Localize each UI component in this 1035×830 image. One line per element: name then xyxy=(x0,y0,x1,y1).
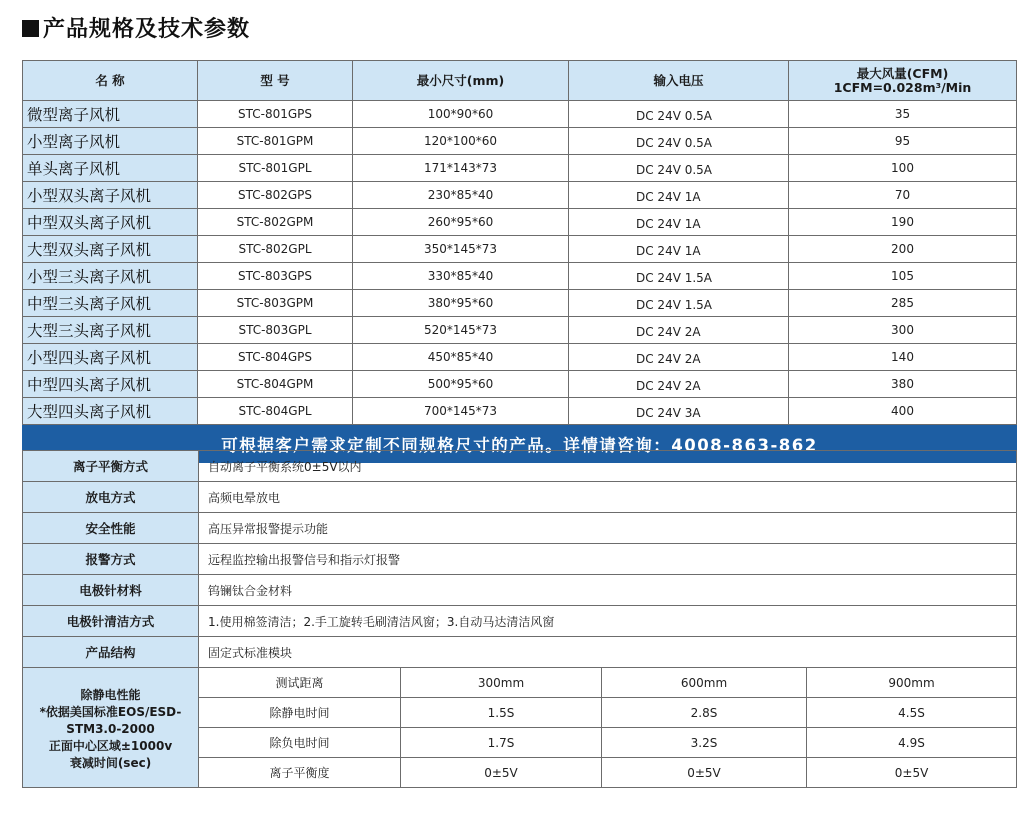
spec-row xyxy=(23,482,1017,513)
header-airflow xyxy=(789,61,1017,101)
product-model: STC-801GPM xyxy=(198,128,353,155)
spec-label: 产品结构 xyxy=(23,637,199,668)
product-name: 大型双头离子风机 xyxy=(23,236,198,263)
performance-value: 1.7S xyxy=(401,728,602,758)
product-voltage: DC 24V 0.5A xyxy=(569,128,789,155)
product-model: STC-804GPS xyxy=(198,344,353,371)
product-name: 微型离子风机 xyxy=(23,101,198,128)
performance-value: 900mm xyxy=(807,668,1017,698)
header-voltage: 输入电压 xyxy=(569,61,789,101)
spec-value: 高压异常报警提示功能 xyxy=(199,513,1017,544)
product-size: 350*145*73 xyxy=(353,236,569,263)
table-row xyxy=(23,182,1017,209)
spec-row xyxy=(23,451,1017,482)
performance-value: 600mm xyxy=(602,668,807,698)
performance-metric: 离子平衡度 xyxy=(199,758,401,788)
product-airflow: 200 xyxy=(789,236,1017,263)
product-model: STC-803GPL xyxy=(198,317,353,344)
spec-row xyxy=(23,637,1017,668)
product-model: STC-802GPM xyxy=(198,209,353,236)
product-voltage: DC 24V 0.5A xyxy=(569,101,789,128)
product-airflow: 95 xyxy=(789,128,1017,155)
product-name: 小型四头离子风机 xyxy=(23,344,198,371)
spec-label: 电极针材料 xyxy=(23,575,199,606)
product-airflow: 70 xyxy=(789,182,1017,209)
performance-label-line: STM3.0-2000 xyxy=(66,722,155,736)
product-size: 700*145*73 xyxy=(353,398,569,425)
product-voltage: DC 24V 0.5A xyxy=(569,155,789,182)
spec-row xyxy=(23,544,1017,575)
product-voltage: DC 24V 1.5A xyxy=(569,263,789,290)
performance-row xyxy=(23,668,1017,698)
product-size: 380*95*60 xyxy=(353,290,569,317)
product-name: 大型四头离子风机 xyxy=(23,398,198,425)
spec-label: 离子平衡方式 xyxy=(23,451,199,482)
product-voltage: DC 24V 1A xyxy=(569,182,789,209)
product-voltage: DC 24V 1A xyxy=(569,209,789,236)
product-voltage: DC 24V 2A xyxy=(569,317,789,344)
table-row xyxy=(23,371,1017,398)
spec-value: 1.使用棉签清洁；2.手工旋转毛刷清洁风窗；3.自动马达清洁风窗 xyxy=(199,606,1017,637)
product-model: STC-801GPS xyxy=(198,101,353,128)
spec-label: 电极针清洁方式 xyxy=(23,606,199,637)
header-name: 名 称 xyxy=(23,61,198,101)
table-row xyxy=(23,290,1017,317)
product-size: 171*143*73 xyxy=(353,155,569,182)
product-voltage: DC 24V 3A xyxy=(569,398,789,425)
product-name: 单头离子风机 xyxy=(23,155,198,182)
performance-label-line: *依据美国标准EOS/ESD- xyxy=(39,705,182,719)
product-name: 中型四头离子风机 xyxy=(23,371,198,398)
performance-value: 300mm xyxy=(401,668,602,698)
table-row xyxy=(23,155,1017,182)
performance-label xyxy=(23,668,199,788)
product-name: 大型三头离子风机 xyxy=(23,317,198,344)
product-airflow: 300 xyxy=(789,317,1017,344)
product-model: STC-802GPS xyxy=(198,182,353,209)
table-row xyxy=(23,344,1017,371)
performance-label-line: 除静电性能 xyxy=(80,688,141,702)
contact-banner: 可根据客户需求定制不同规格尺寸的产品。详情请咨询：4008-863-862 xyxy=(23,425,1017,463)
header-size: 最小尺寸(mm) xyxy=(353,61,569,101)
product-model: STC-803GPS xyxy=(198,263,353,290)
spec-row xyxy=(23,513,1017,544)
product-model: STC-802GPL xyxy=(198,236,353,263)
performance-label-line: 衰减时间(sec) xyxy=(69,756,152,770)
table-row xyxy=(23,263,1017,290)
tech-table xyxy=(22,450,1017,788)
product-airflow: 35 xyxy=(789,101,1017,128)
table-row xyxy=(23,209,1017,236)
product-model: STC-804GPM xyxy=(198,371,353,398)
product-size: 120*100*60 xyxy=(353,128,569,155)
product-airflow: 400 xyxy=(789,398,1017,425)
spec-value: 自动离子平衡系统0±5V以内 xyxy=(199,451,1017,482)
table-row xyxy=(23,101,1017,128)
spec-row xyxy=(23,575,1017,606)
performance-value: 0±5V xyxy=(401,758,602,788)
product-size: 500*95*60 xyxy=(353,371,569,398)
performance-label-line: 正面中心区域±1000v xyxy=(48,739,173,753)
spec-value: 固定式标准模块 xyxy=(199,637,1017,668)
product-airflow: 140 xyxy=(789,344,1017,371)
spec-label: 放电方式 xyxy=(23,482,199,513)
table-row xyxy=(23,236,1017,263)
product-size: 230*85*40 xyxy=(353,182,569,209)
product-airflow: 380 xyxy=(789,371,1017,398)
spec-row xyxy=(23,606,1017,637)
product-voltage: DC 24V 1A xyxy=(569,236,789,263)
product-voltage: DC 24V 2A xyxy=(569,344,789,371)
spec-label: 报警方式 xyxy=(23,544,199,575)
performance-value: 4.9S xyxy=(807,728,1017,758)
table-row xyxy=(23,128,1017,155)
product-size: 100*90*60 xyxy=(353,101,569,128)
product-voltage: DC 24V 2A xyxy=(569,371,789,398)
performance-value: 0±5V xyxy=(807,758,1017,788)
product-size: 520*145*73 xyxy=(353,317,569,344)
product-name: 中型三头离子风机 xyxy=(23,290,198,317)
performance-value: 4.5S xyxy=(807,698,1017,728)
product-name: 小型三头离子风机 xyxy=(23,263,198,290)
product-airflow: 100 xyxy=(789,155,1017,182)
performance-metric: 测试距离 xyxy=(199,668,401,698)
performance-metric: 除静电时间 xyxy=(199,698,401,728)
table-row xyxy=(23,317,1017,344)
product-size: 450*85*40 xyxy=(353,344,569,371)
spec-value: 高频电晕放电 xyxy=(199,482,1017,513)
spec-value: 远程监控输出报警信号和指示灯报警 xyxy=(199,544,1017,575)
performance-value: 2.8S xyxy=(602,698,807,728)
product-size: 330*85*40 xyxy=(353,263,569,290)
product-name: 小型离子风机 xyxy=(23,128,198,155)
product-model: STC-803GPM xyxy=(198,290,353,317)
header-model: 型 号 xyxy=(198,61,353,101)
performance-value: 0±5V xyxy=(602,758,807,788)
product-model: STC-801GPL xyxy=(198,155,353,182)
spec-value: 钨镧钛合金材料 xyxy=(199,575,1017,606)
title-square-icon xyxy=(22,20,39,37)
page-title: 产品规格及技术参数 xyxy=(22,12,250,43)
header-airflow-line1: 最大风量(CFM) xyxy=(856,65,949,81)
spec-label: 安全性能 xyxy=(23,513,199,544)
performance-metric: 除负电时间 xyxy=(199,728,401,758)
performance-value: 1.5S xyxy=(401,698,602,728)
product-voltage: DC 24V 1.5A xyxy=(569,290,789,317)
product-size: 260*95*60 xyxy=(353,209,569,236)
product-airflow: 105 xyxy=(789,263,1017,290)
product-name: 中型双头离子风机 xyxy=(23,209,198,236)
header-airflow-line2: 1CFM=0.028m³/Min xyxy=(833,79,972,95)
table-row xyxy=(23,398,1017,425)
product-name: 小型双头离子风机 xyxy=(23,182,198,209)
performance-value: 3.2S xyxy=(602,728,807,758)
spec-header-row xyxy=(23,61,1017,101)
product-airflow: 190 xyxy=(789,209,1017,236)
product-model: STC-804GPL xyxy=(198,398,353,425)
spec-table xyxy=(22,60,1017,463)
product-airflow: 285 xyxy=(789,290,1017,317)
